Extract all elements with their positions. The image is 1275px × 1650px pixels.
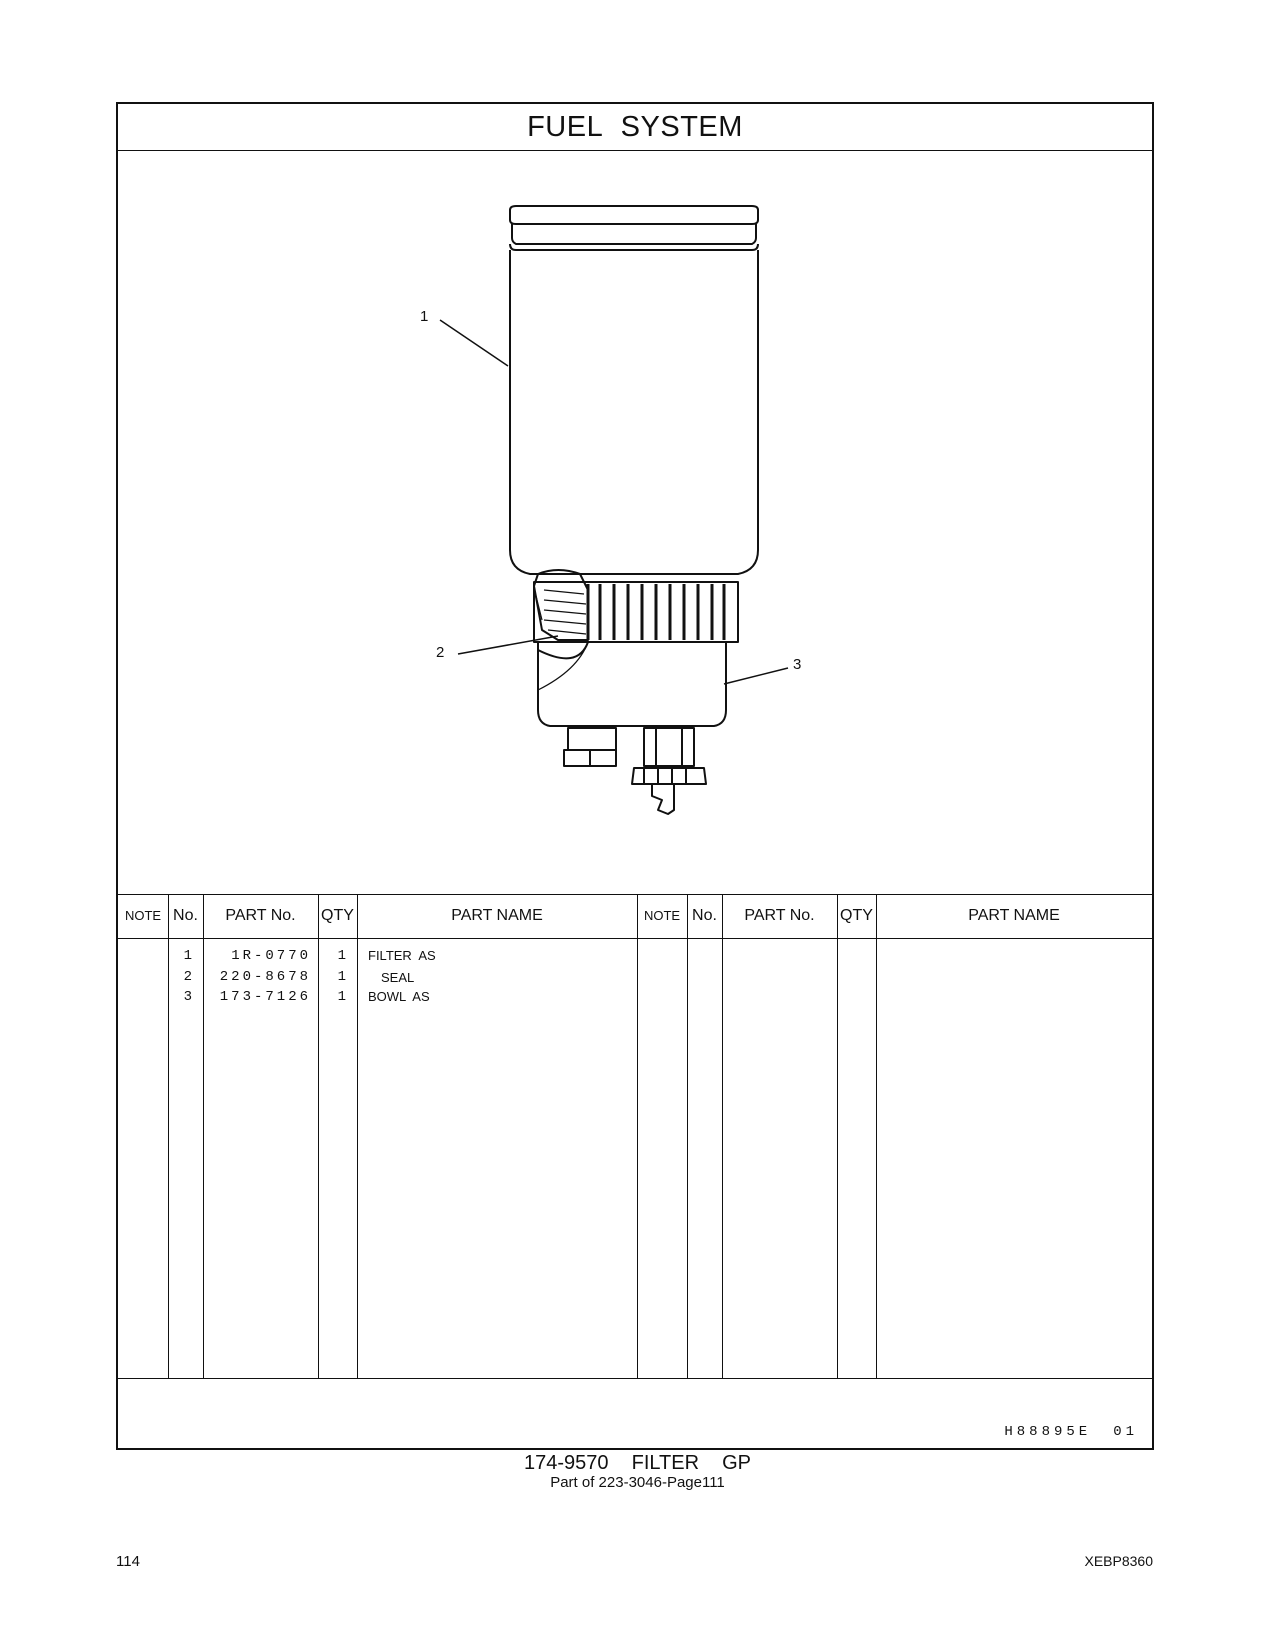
page-number: 114: [116, 1553, 140, 1570]
leader-line-3: [724, 668, 788, 684]
row-3-part-name: BOWL AS: [368, 989, 430, 1004]
row-2-part-name: SEAL: [381, 970, 415, 985]
bowl: [538, 642, 726, 726]
row-2-qty: 1: [337, 969, 349, 985]
header-no-right: No.: [692, 907, 717, 924]
filter-canister: [510, 250, 758, 574]
row-3-no: 3: [183, 989, 195, 1005]
canister-rim: [510, 206, 758, 224]
seal-cutaway: [534, 570, 588, 640]
illustration-revision: 01: [1113, 1424, 1138, 1440]
row-1-qty: 1: [337, 948, 349, 964]
group-title: 174-9570 FILTER GP: [523, 1452, 752, 1474]
header-part-name: PART NAME: [451, 907, 543, 924]
row-3-part-no: 173-7126: [219, 989, 311, 1005]
header-part-no-right: PART No.: [744, 907, 815, 924]
parts-page-frame: [116, 102, 1154, 1450]
parts-illustration: [118, 150, 1152, 894]
header-part-name-right: PART NAME: [968, 907, 1060, 924]
row-3-qty: 1: [337, 989, 349, 1005]
group-subtitle: Part of 223-3046-Page111: [550, 1474, 725, 1491]
row-1-part-name: FILTER AS: [368, 948, 436, 963]
header-note-right: NOTE: [643, 908, 681, 923]
drain-fitting: [568, 728, 616, 750]
callout-1: 1: [420, 308, 429, 325]
header-part-no: PART No.: [225, 907, 296, 924]
callout-3: 3: [793, 656, 802, 673]
row-1-part-no: 1R-0770: [231, 948, 311, 964]
header-no: No.: [173, 907, 198, 924]
leader-line-1: [440, 320, 508, 366]
illustration-code: H88895E: [1004, 1424, 1092, 1440]
row-2-no: 2: [183, 969, 195, 985]
callout-2: 2: [436, 644, 445, 661]
valve-fitting: [644, 728, 694, 766]
fuel-filter-drawing: [118, 150, 1152, 894]
document-code: XEBP8360: [1084, 1553, 1153, 1569]
illustration-reference: [1004, 1424, 1138, 1440]
section-title: FUEL SYSTEM: [118, 104, 1152, 151]
header-qty: QTY: [321, 907, 354, 924]
row-1-no: 1: [183, 948, 195, 964]
header-note: NOTE: [124, 908, 162, 923]
header-qty-right: QTY: [840, 907, 873, 924]
parts-table: [118, 894, 1152, 1378]
row-2-part-no: 220-8678: [219, 969, 311, 985]
